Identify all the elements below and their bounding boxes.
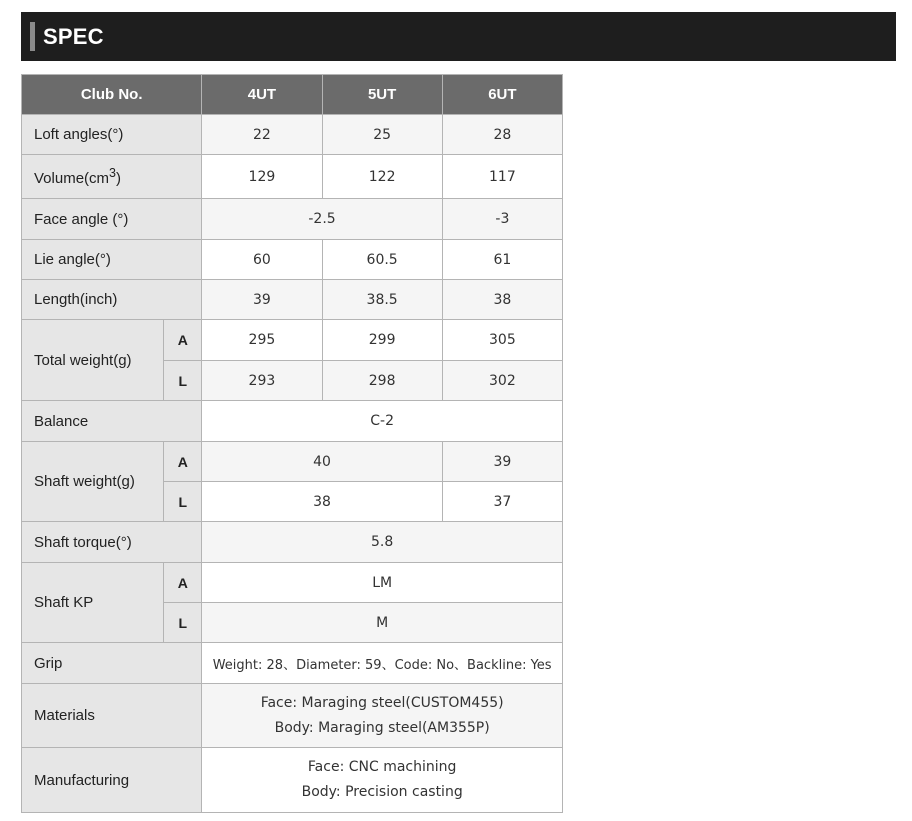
row-grip	[22, 643, 563, 684]
table-header-row	[22, 75, 563, 115]
row-shaft-weight-a	[22, 442, 563, 482]
row-balance	[22, 401, 563, 442]
cell-value: 60.5	[322, 240, 442, 280]
row-label	[22, 155, 202, 199]
header-col-6ut: 6UT	[442, 75, 562, 115]
cell-value-merged: 40	[202, 442, 442, 482]
cell-value-merged: -2.5	[202, 199, 442, 240]
cell-value: 129	[202, 155, 322, 199]
cell-value: 60	[202, 240, 322, 280]
row-label: Face angle (°)	[22, 199, 202, 240]
spec-table	[21, 74, 563, 813]
materials-face: Face: Maraging steel(CUSTOM455)	[260, 694, 504, 711]
row-materials	[22, 684, 563, 748]
cell-value: 299	[322, 320, 442, 361]
row-total-weight-a	[22, 320, 563, 361]
cell-value: 25	[322, 115, 442, 155]
volume-label-sup: 3	[109, 166, 116, 180]
cell-value-merged	[202, 748, 563, 813]
row-length	[22, 280, 563, 320]
row-label: Balance	[22, 401, 202, 442]
row-label: Loft angles(°)	[22, 115, 202, 155]
cell-value: 298	[322, 361, 442, 401]
row-label: Grip	[22, 643, 202, 684]
manufacturing-body: Body: Precision casting	[301, 784, 463, 800]
section-title: SPEC	[43, 24, 104, 49]
flex-label: A	[164, 320, 202, 361]
cell-value: 38.5	[322, 280, 442, 320]
cell-value-merged: LM	[202, 563, 563, 603]
cell-value: 28	[442, 115, 562, 155]
cell-value: 38	[442, 280, 562, 320]
row-lie-angle	[22, 240, 563, 280]
cell-value: 122	[322, 155, 442, 199]
cell-value: 117	[442, 155, 562, 199]
cell-value-merged: Weight: 28、Diameter: 59、Code: No、Backline: Yes	[202, 643, 563, 684]
flex-label: L	[164, 482, 202, 522]
row-label: Manufacturing	[22, 748, 202, 813]
volume-label-text: Volume(cm	[34, 170, 110, 187]
cell-value: 37	[442, 482, 562, 522]
header-accent-bar	[30, 22, 35, 51]
header-col-4ut: 4UT	[202, 75, 322, 115]
cell-value: 61	[442, 240, 562, 280]
cell-value: 39	[202, 280, 322, 320]
cell-value: 305	[442, 320, 562, 361]
manufacturing-face: Face: CNC machining	[307, 759, 457, 775]
cell-value: 22	[202, 115, 322, 155]
row-label: Total weight(g)	[22, 320, 164, 401]
row-label: Length(inch)	[22, 280, 202, 320]
cell-value-merged: 38	[202, 482, 442, 522]
flex-label: A	[164, 442, 202, 482]
cell-value-merged: M	[202, 603, 563, 643]
cell-value: 39	[442, 442, 562, 482]
cell-value: -3	[442, 199, 562, 240]
row-face-angle	[22, 199, 563, 240]
cell-value-merged	[202, 684, 563, 748]
cell-value: 295	[202, 320, 322, 361]
cell-value: 293	[202, 361, 322, 401]
row-shaft-kp-a	[22, 563, 563, 603]
row-label: Lie angle(°)	[22, 240, 202, 280]
flex-label: L	[164, 361, 202, 401]
header-club-no: Club No.	[22, 75, 202, 115]
flex-label: L	[164, 603, 202, 643]
header-col-5ut: 5UT	[322, 75, 442, 115]
row-label: Shaft torque(°)	[22, 522, 202, 563]
section-header	[21, 12, 896, 61]
row-volume	[22, 155, 563, 199]
cell-value-merged: 5.8	[202, 522, 563, 563]
row-label: Shaft weight(g)	[22, 442, 164, 522]
cell-value-merged: C-2	[202, 401, 563, 442]
row-label: Shaft KP	[22, 563, 164, 643]
row-loft	[22, 115, 563, 155]
cell-value: 302	[442, 361, 562, 401]
materials-body: Body: Maraging steel(AM355P)	[274, 719, 490, 736]
flex-label: A	[164, 563, 202, 603]
row-manufacturing	[22, 748, 563, 813]
row-shaft-torque	[22, 522, 563, 563]
row-label: Materials	[22, 684, 202, 748]
volume-label-end: )	[115, 170, 121, 187]
